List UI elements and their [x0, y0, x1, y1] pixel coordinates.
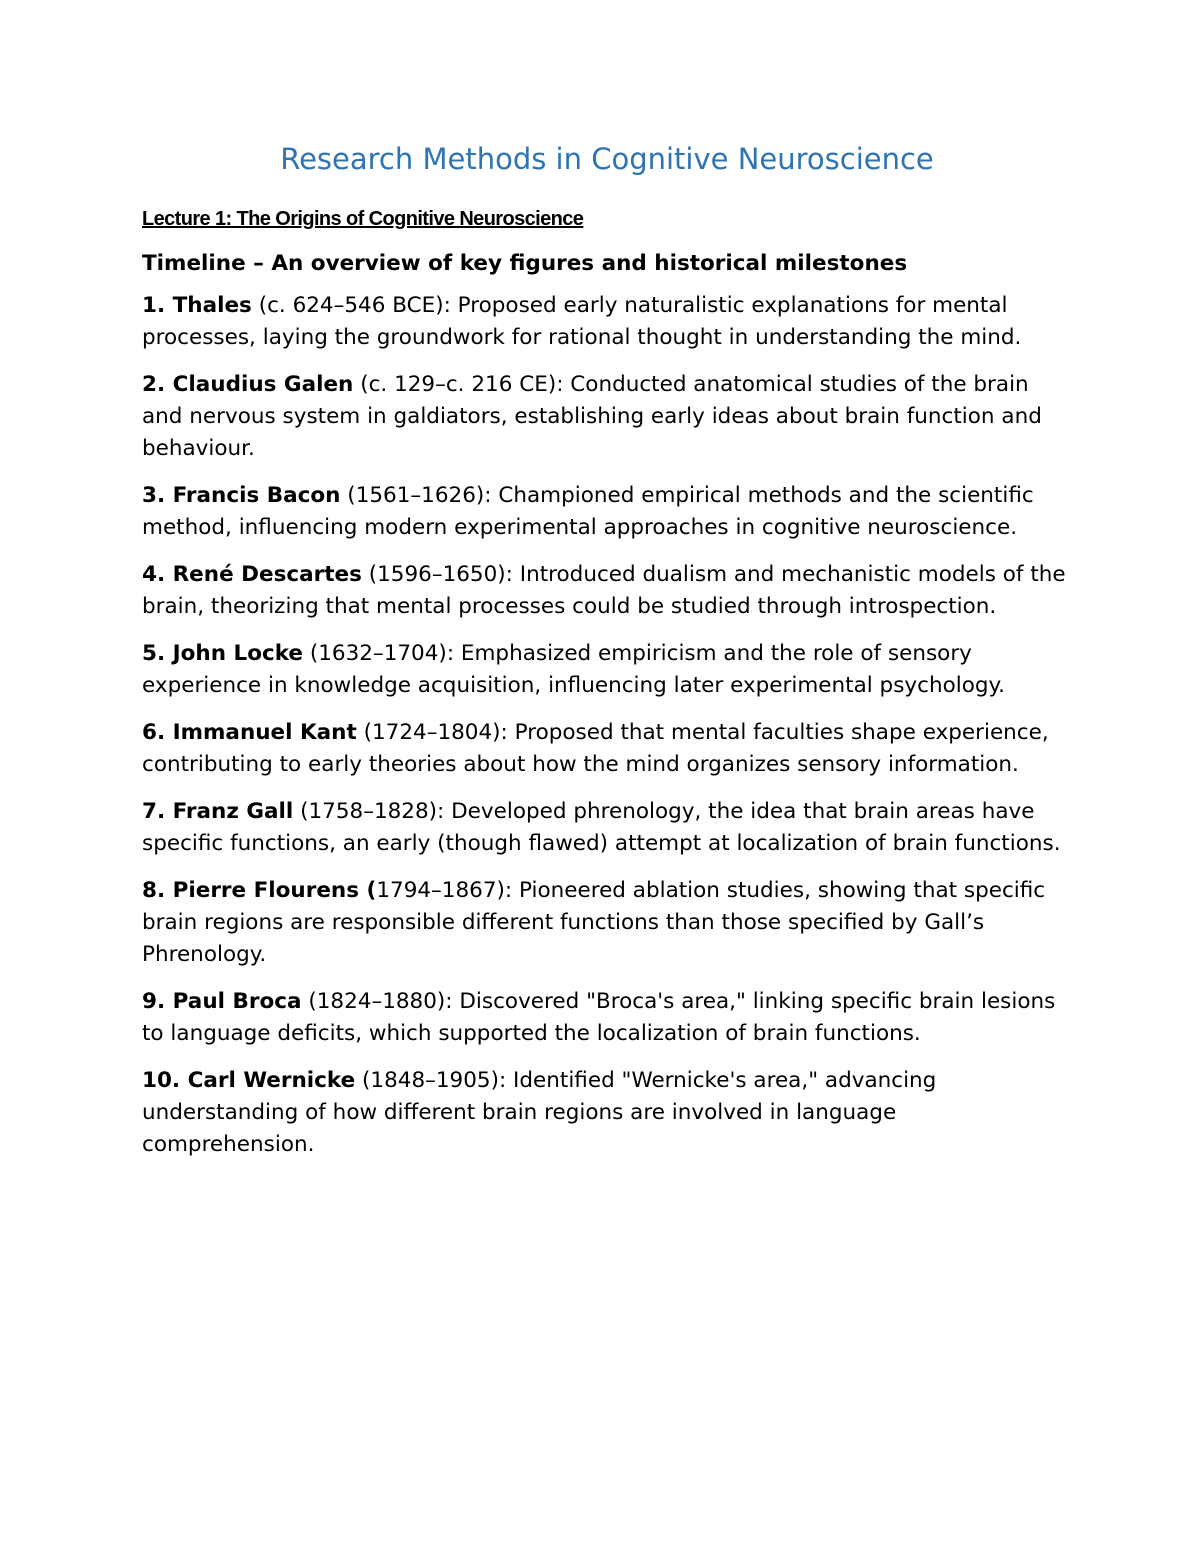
timeline-entry [142, 290, 1072, 354]
timeline-entry [142, 559, 1072, 623]
timeline-heading: Timeline – An overview of key figures and historical milestones [142, 251, 908, 276]
entry-prefix: 6. [142, 720, 173, 745]
entry-dates: (c. 624–546 BCE) [251, 293, 444, 318]
entry-prefix: 8. [142, 878, 173, 903]
timeline-entry [142, 875, 1072, 971]
entry-text: : Developed phrenology, the idea that brain areas have specific functions, an early (though flawed) attempt at localization of brain functions. [142, 799, 1061, 856]
entry-prefix: 2. [142, 372, 173, 397]
entry-name: John Locke [172, 641, 304, 666]
entry-prefix: 1. [142, 293, 173, 318]
entry-name: Carl Wernicke [187, 1068, 356, 1093]
entry-text: : Proposed that mental faculties shape experience, contributing to early theories about how the mind organizes sensory information. [142, 720, 1049, 777]
timeline-entry [142, 480, 1072, 544]
lecture-heading: Lecture 1: The Origins of Cognitive Neuroscience [142, 208, 584, 230]
document-title: Research Methods in Cognitive Neuroscience [280, 142, 934, 176]
entry-dates: (1824–1880) [301, 989, 446, 1014]
timeline-entry [142, 796, 1072, 860]
entry-text: : Pioneered ablation studies, showing that specific brain regions are responsible different functions than those specified by Gall’s Phrenology. [142, 878, 1046, 967]
entry-text: : Discovered "Broca's area," linking specific brain lesions to language deficits, which supported the localization of brain functions. [142, 989, 1056, 1046]
entry-prefix: 5. [142, 641, 173, 666]
entry-text: : Proposed early naturalistic explanations for mental processes, laying the groundwork for rational thought in understanding the mind. [142, 293, 1022, 350]
entry-name: René Descartes [172, 562, 362, 587]
entry-text: : Championed empirical methods and the scientific method, influencing modern experimental approaches in cognitive neuroscience. [142, 483, 1034, 540]
entry-dates: (1848–1905) [355, 1068, 499, 1093]
entry-prefix: 10. [142, 1068, 188, 1093]
entry-name: Francis Bacon [172, 483, 341, 508]
timeline-entry [142, 1065, 1072, 1161]
entry-name: Franz Gall [172, 799, 294, 824]
timeline-entry [142, 369, 1072, 465]
entry-dates: (1596–1650) [361, 562, 506, 587]
entry-dates: (1758–1828) [293, 799, 438, 824]
entry-prefix: 4. [142, 562, 173, 587]
timeline-entry [142, 717, 1072, 781]
entry-text: : Identified "Wernicke's area," advancing understanding of how different brain regions are involved in language comprehension. [142, 1068, 937, 1157]
entry-dates: (1724–1804) [356, 720, 501, 745]
entry-dates: (1561–1626) [340, 483, 485, 508]
document-page [142, 138, 1072, 1176]
entry-name: Paul Broca [172, 989, 302, 1014]
entry-prefix: 9. [142, 989, 173, 1014]
entry-dates: (c. 129–c. 216 CE) [353, 372, 557, 397]
timeline-entry [142, 638, 1072, 702]
entry-name: Pierre Flourens ( [172, 878, 377, 903]
entry-text: : Conducted anatomical studies of the brain and nervous system in galdiators, establishing early ideas about brain function and behaviour. [142, 372, 1042, 461]
entry-name: Claudius Galen [172, 372, 354, 397]
entry-text: : Introduced dualism and mechanistic models of the brain, theorizing that mental processes could be studied through introspection. [142, 562, 1066, 619]
entry-name: Thales [172, 293, 252, 318]
entry-name: Immanuel Kant [172, 720, 357, 745]
timeline-list [142, 290, 1072, 1161]
entry-prefix: 7. [142, 799, 173, 824]
entry-dates: (1632–1704) [303, 641, 447, 666]
entry-text: : Emphasized empiricism and the role of sensory experience in knowledge acquisition, influencing later experimental psychology. [142, 641, 1005, 698]
timeline-entry [142, 986, 1072, 1050]
entry-prefix: 3. [142, 483, 173, 508]
entry-dates: 1794–1867) [376, 878, 505, 903]
